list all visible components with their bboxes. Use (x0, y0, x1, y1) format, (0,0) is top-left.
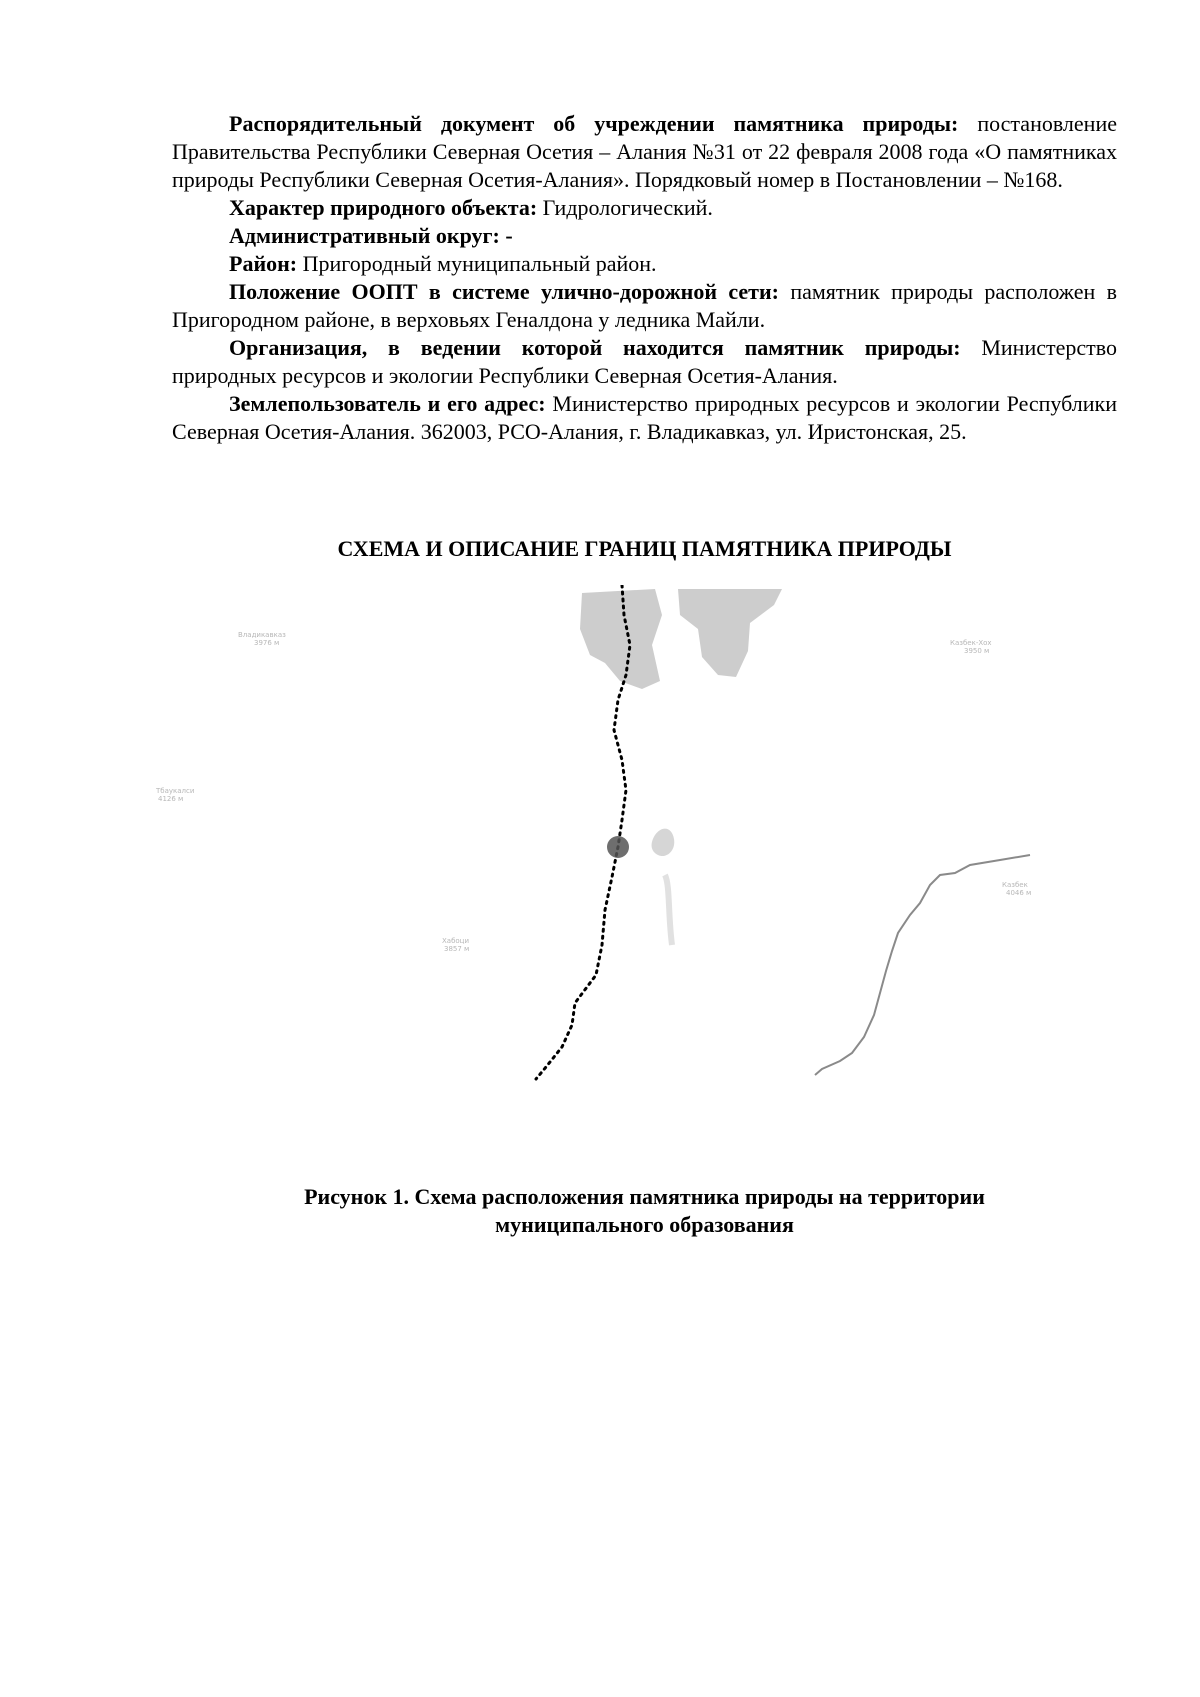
label-organization: Организация, в ведении которой находится памятник природы: (229, 335, 961, 360)
peak-name: Казбек (1002, 881, 1028, 889)
paragraph-nature (172, 194, 1117, 222)
peak-height: 3950 м (964, 647, 990, 655)
map-label-3 (155, 787, 194, 803)
paragraph-location (172, 278, 1117, 334)
label-land-user: Землепользователь и его адрес: (229, 391, 546, 416)
peak-name: Казбек-Хох (950, 639, 992, 647)
text-land-user: Министерство природных ресурсов и экологии Республики Северная Осетия-Алания. 362003, РСО-Алания, г. Владикавказ, ул. Иристонская, 25. (172, 391, 1118, 444)
figure-caption (172, 1183, 1117, 1239)
glacier-shape (652, 829, 675, 856)
label-district-adm: Административный округ: - (229, 223, 513, 248)
text-order: постановление Правительства Республики Северная Осетия – Алания №31 от 22 февраля 2008 года «О памятниках природы Республики Северная Осетия-Алания». Порядковый номер в Постановлении – №168. (172, 111, 1117, 192)
paragraph-region (172, 250, 1117, 278)
map-label-1 (238, 631, 286, 647)
text-nature: Гидрологический. (537, 195, 713, 220)
paragraph-order (172, 110, 1117, 194)
map-label-4 (442, 937, 469, 953)
map-canvas (150, 585, 1130, 1185)
map-label-2 (950, 639, 992, 655)
glacier-shape (580, 589, 662, 689)
glacier-area (580, 589, 782, 945)
location-map (150, 585, 1130, 1185)
peak-name: Хабоци (442, 937, 469, 945)
text-organization: Министерство природных ресурсов и экологии Республики Северная Осетия-Алания. (172, 335, 1117, 388)
label-order: Распорядительный документ об учреждении памятника природы: (229, 111, 959, 136)
caption-line-1: Рисунок 1. Схема расположения памятника природы на территории (304, 1184, 985, 1209)
label-region: Район: (229, 251, 298, 276)
road-line (815, 855, 1030, 1075)
peak-height: 3857 м (444, 945, 470, 953)
document-body (172, 110, 1117, 446)
text-region: Пригородный муниципальный район. (297, 251, 657, 276)
peak-height: 4126 м (158, 795, 184, 803)
map-label-5 (1002, 881, 1031, 897)
monument-marker (607, 836, 629, 858)
caption-line-2: муниципального образования (495, 1212, 794, 1237)
peak-height: 4046 м (1006, 889, 1032, 897)
peak-name: Тбаукалси (156, 787, 195, 795)
glacier-shape (678, 589, 782, 677)
text-location: памятник природы расположен в Пригородном районе, в верховьях Геналдона у ледника Майли. (172, 279, 1117, 332)
paragraph-land-user (172, 390, 1117, 446)
label-location: Положение ООПТ в системе улично-дорожной сети: (229, 279, 779, 304)
peak-height: 3976 м (254, 639, 280, 647)
peak-name: Владикавказ (238, 631, 286, 639)
label-nature: Характер природного объекта: (229, 195, 538, 220)
paragraph-organization (172, 334, 1117, 390)
paragraph-district-adm (172, 222, 1117, 250)
glacier-shape (665, 875, 672, 945)
section-title: СХЕМА И ОПИСАНИЕ ГРАНИЦ ПАМЯТНИКА ПРИРОДЫ (337, 536, 952, 561)
